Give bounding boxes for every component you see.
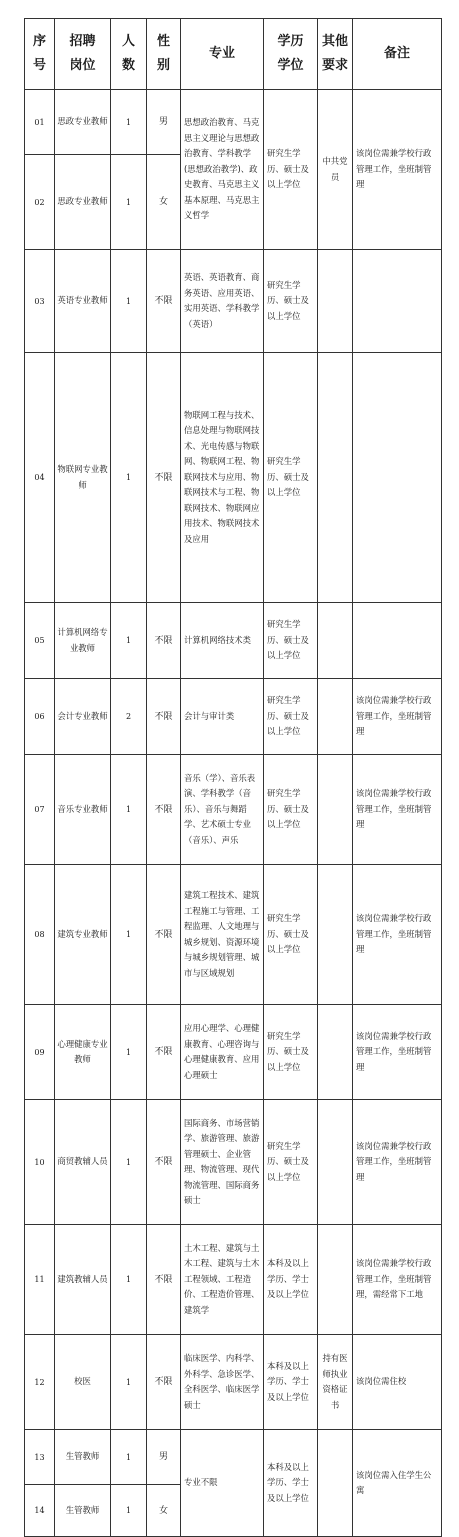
cell-no: 11	[25, 1225, 55, 1335]
cell-education: 研究生学历、硕士及以上学位	[264, 679, 318, 755]
cell-no: 04	[25, 353, 55, 603]
cell-no: 02	[25, 155, 55, 250]
cell-major: 物联网工程与技术、信息处理与物联网技术、光电传感与物联网、物联网工程、物联网技术与应用、物联网技术与工程、物联网技术、物联网应用技术、物联网技术及应用	[181, 353, 264, 603]
header-major: 专业	[181, 19, 264, 90]
cell-gender: 不限	[147, 1225, 181, 1335]
cell-no: 10	[25, 1100, 55, 1225]
cell-education: 研究生学历、硕士及以上学位	[264, 1100, 318, 1225]
cell-count: 1	[111, 1100, 147, 1225]
cell-position: 校医	[55, 1335, 111, 1430]
cell-count: 1	[111, 90, 147, 155]
cell-education: 研究生学历、硕士及以上学位	[264, 250, 318, 353]
cell-major: 建筑工程技术、建筑工程施工与管理、工程监理、人文地理与城乡规划、资源环境与城乡规划管理、城市与区域规划	[181, 865, 264, 1005]
table-row	[25, 90, 442, 155]
cell-gender: 不限	[147, 865, 181, 1005]
cell-no: 14	[25, 1485, 55, 1537]
cell-count: 1	[111, 155, 147, 250]
cell-position: 建筑教辅人员	[55, 1225, 111, 1335]
cell-gender: 不限	[147, 1100, 181, 1225]
cell-gender: 不限	[147, 1005, 181, 1100]
table-row	[25, 679, 442, 755]
cell-count: 1	[111, 1485, 147, 1537]
cell-count: 1	[111, 865, 147, 1005]
recruitment-table	[24, 18, 442, 1537]
cell-position: 会计专业教师	[55, 679, 111, 755]
cell-other	[318, 250, 353, 353]
cell-education: 研究生学历、硕士及以上学位	[264, 603, 318, 679]
cell-education: 本科及以上学历、学士及以上学位	[264, 1430, 318, 1537]
cell-major: 会计与审计类	[181, 679, 264, 755]
cell-gender: 不限	[147, 353, 181, 603]
cell-education: 研究生学历、硕士及以上学位	[264, 90, 318, 250]
cell-no: 05	[25, 603, 55, 679]
header-count: 人 数	[111, 19, 147, 90]
cell-count: 1	[111, 1225, 147, 1335]
cell-gender: 不限	[147, 603, 181, 679]
cell-education: 研究生学历、硕士及以上学位	[264, 353, 318, 603]
cell-position: 生管教师	[55, 1430, 111, 1485]
cell-remarks	[353, 353, 442, 603]
cell-major: 临床医学、内科学、外科学、急诊医学、全科医学、临床医学硕士	[181, 1335, 264, 1430]
cell-education: 研究生学历、硕士及以上学位	[264, 1005, 318, 1100]
cell-other	[318, 353, 353, 603]
cell-remarks: 该岗位需兼学校行政管理工作，坐班制管理	[353, 755, 442, 865]
table-row	[25, 755, 442, 865]
cell-count: 1	[111, 1430, 147, 1485]
cell-remarks: 该岗位需兼学校行政管理工作，坐班制管理，需经常下工地	[353, 1225, 442, 1335]
table-row	[25, 865, 442, 1005]
cell-no: 07	[25, 755, 55, 865]
cell-remarks: 该岗位需住校	[353, 1335, 442, 1430]
table-row	[25, 1100, 442, 1225]
cell-other	[318, 603, 353, 679]
cell-other	[318, 1430, 353, 1537]
cell-count: 1	[111, 755, 147, 865]
cell-position: 建筑专业教师	[55, 865, 111, 1005]
cell-other	[318, 1005, 353, 1100]
cell-count: 1	[111, 1335, 147, 1430]
header-index: 序 号	[25, 19, 55, 90]
cell-major: 国际商务、市场营销学、旅游管理、旅游管理硕士、企业管理、物流管理、现代物流管理、国际商务硕士	[181, 1100, 264, 1225]
cell-other: 持有医师执业资格证书	[318, 1335, 353, 1430]
cell-major: 英语、英语教育、商务英语、应用英语、实用英语、学科教学（英语）	[181, 250, 264, 353]
cell-major: 土木工程、建筑与土木工程、建筑与土木工程领域、工程造价、工程造价管理、建筑学	[181, 1225, 264, 1335]
cell-education: 本科及以上学历、学士及以上学位	[264, 1335, 318, 1430]
cell-remarks: 该岗位需兼学校行政管理工作，坐班制管理	[353, 1005, 442, 1100]
cell-position: 物联网专业教师	[55, 353, 111, 603]
cell-major: 思想政治教育、马克思主义理论与思想政治教育、学科教学(思想政治教学)、政史教育、马克思主义基本原理、马克思主义哲学	[181, 90, 264, 250]
cell-other	[318, 1100, 353, 1225]
cell-no: 12	[25, 1335, 55, 1430]
cell-education: 本科及以上学历、学士及以上学位	[264, 1225, 318, 1335]
header-other: 其他 要求	[318, 19, 353, 90]
cell-education: 研究生学历、硕士及以上学位	[264, 755, 318, 865]
cell-no: 08	[25, 865, 55, 1005]
table-row	[25, 1005, 442, 1100]
cell-position: 计算机网络专业教师	[55, 603, 111, 679]
header-position: 招聘 岗位	[55, 19, 111, 90]
cell-count: 1	[111, 353, 147, 603]
cell-other: 中共党员	[318, 90, 353, 250]
cell-other	[318, 755, 353, 865]
cell-no: 13	[25, 1430, 55, 1485]
cell-count: 1	[111, 1005, 147, 1100]
cell-position: 英语专业教师	[55, 250, 111, 353]
cell-major: 专业不限	[181, 1430, 264, 1537]
cell-major: 音乐（学）、音乐表演、学科教学（音乐）、音乐与舞蹈学、艺术硕士专业（音乐）、声乐	[181, 755, 264, 865]
cell-count: 2	[111, 679, 147, 755]
cell-gender: 男	[147, 1430, 181, 1485]
cell-position: 思政专业教师	[55, 90, 111, 155]
cell-remarks	[353, 250, 442, 353]
cell-gender: 不限	[147, 1335, 181, 1430]
header-remarks: 备注	[353, 19, 442, 90]
table-row	[25, 1225, 442, 1335]
cell-position: 思政专业教师	[55, 155, 111, 250]
header-gender: 性 别	[147, 19, 181, 90]
cell-remarks: 该岗位需入住学生公寓	[353, 1430, 442, 1537]
cell-remarks: 该岗位需兼学校行政管理工作，坐班制管理	[353, 865, 442, 1005]
cell-remarks	[353, 603, 442, 679]
table-row	[25, 353, 442, 603]
cell-gender: 不限	[147, 250, 181, 353]
cell-no: 09	[25, 1005, 55, 1100]
cell-other	[318, 865, 353, 1005]
cell-gender: 女	[147, 155, 181, 250]
table-row	[25, 1430, 442, 1485]
cell-remarks: 该岗位需兼学校行政管理工作，坐班制管理	[353, 90, 442, 250]
cell-count: 1	[111, 603, 147, 679]
cell-no: 01	[25, 90, 55, 155]
cell-position: 音乐专业教师	[55, 755, 111, 865]
cell-major: 应用心理学、心理健康教育、心理咨询与心理健康教育、应用心理硕士	[181, 1005, 264, 1100]
table-row	[25, 1335, 442, 1430]
table-row	[25, 250, 442, 353]
cell-gender: 女	[147, 1485, 181, 1537]
cell-position: 商贸教辅人员	[55, 1100, 111, 1225]
cell-position: 生管教师	[55, 1485, 111, 1537]
cell-no: 06	[25, 679, 55, 755]
cell-no: 03	[25, 250, 55, 353]
cell-gender: 不限	[147, 755, 181, 865]
table-row	[25, 603, 442, 679]
cell-other	[318, 679, 353, 755]
cell-remarks: 该岗位需兼学校行政管理工作，坐班制管理	[353, 1100, 442, 1225]
cell-gender: 男	[147, 90, 181, 155]
cell-count: 1	[111, 250, 147, 353]
cell-education: 研究生学历、硕士及以上学位	[264, 865, 318, 1005]
cell-position: 心理健康专业教师	[55, 1005, 111, 1100]
cell-gender: 不限	[147, 679, 181, 755]
cell-major: 计算机网络技术类	[181, 603, 264, 679]
cell-remarks: 该岗位需兼学校行政管理工作，坐班制管理	[353, 679, 442, 755]
header-row	[25, 19, 442, 90]
cell-other	[318, 1225, 353, 1335]
header-education: 学历 学位	[264, 19, 318, 90]
